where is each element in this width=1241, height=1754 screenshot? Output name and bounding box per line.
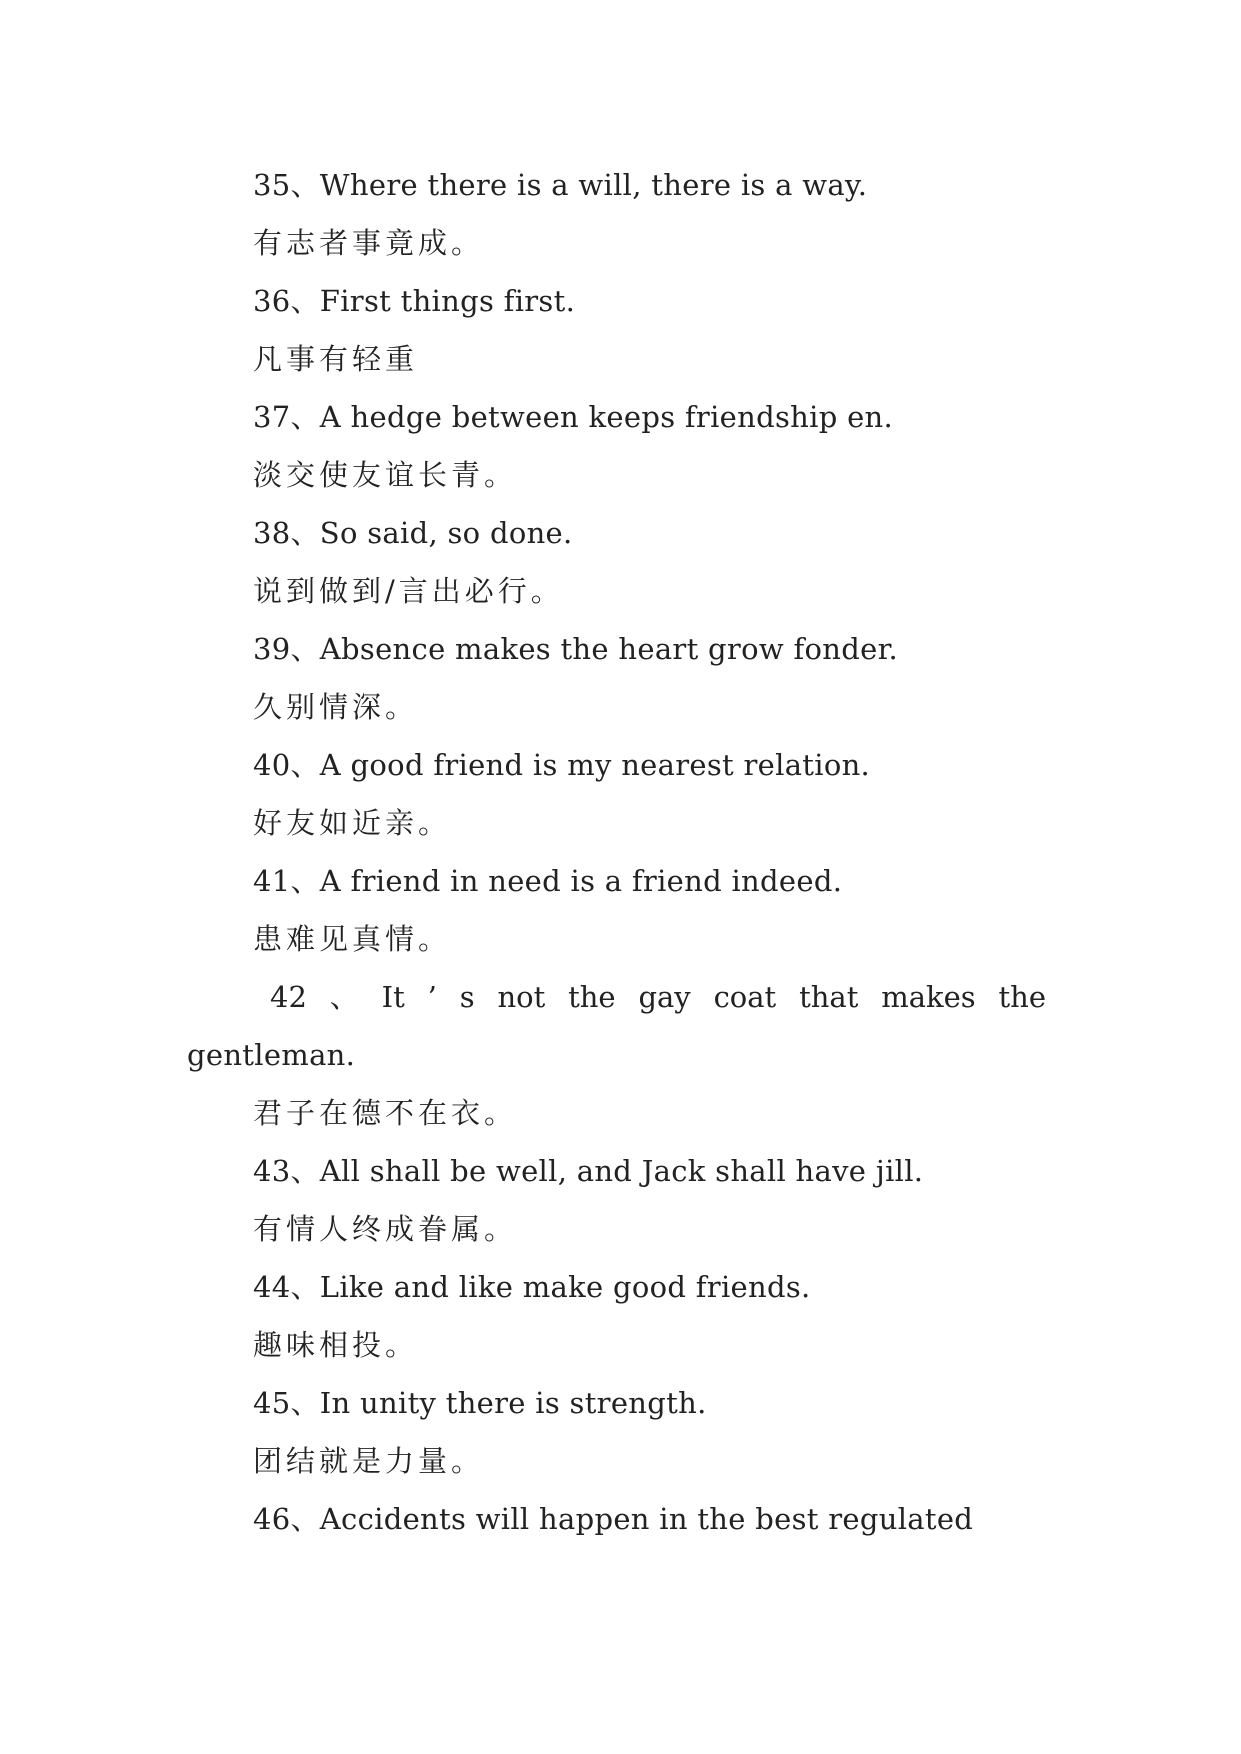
proverb-39-english: 39、Absence makes the heart grow fonder.: [253, 632, 899, 666]
proverb-44-english: 44、Like and like make good friends.: [253, 1270, 811, 1304]
word: the: [998, 980, 1046, 1014]
proverb-41-chinese: 患难见真情。: [253, 922, 452, 956]
word: makes: [881, 980, 976, 1014]
word: s: [459, 980, 475, 1014]
proverb-38-english: 38、So said, so done.: [253, 516, 573, 550]
proverb-43-chinese: 有情人终成眷属。: [253, 1212, 518, 1246]
proverb-42-chinese: 君子在德不在衣。: [253, 1096, 518, 1130]
proverb-38-chinese: 说到做到/言出必行。: [253, 574, 564, 608]
word: It: [381, 980, 405, 1014]
proverb-40-english: 40、A good friend is my nearest relation.: [253, 748, 871, 782]
proverb-42-english: [270, 977, 1046, 1017]
proverb-35-chinese: 有志者事竟成。: [253, 226, 485, 260]
proverb-36-chinese: 凡事有轻重: [253, 342, 419, 376]
proverb-35-english: 35、Where there is a will, there is a way.: [253, 168, 868, 202]
word: that: [799, 980, 859, 1014]
word: coat: [713, 980, 777, 1014]
proverb-45-english: 45、In unity there is strength.: [253, 1386, 707, 1420]
proverb-37-english: 37、A hedge between keeps friendship en.: [253, 400, 894, 434]
word: gay: [638, 980, 691, 1014]
proverb-39-chinese: 久别情深。: [253, 690, 419, 724]
word: 42: [270, 980, 307, 1014]
proverb-42-english-continued: gentleman.: [187, 1038, 356, 1072]
word: not: [497, 980, 546, 1014]
proverb-46-english: 46、Accidents will happen in the best regulated: [253, 1502, 974, 1536]
proverb-44-chinese: 趣味相投。: [253, 1328, 419, 1362]
proverb-40-chinese: 好友如近亲。: [253, 806, 452, 840]
word: ’: [427, 980, 437, 1014]
word: the: [568, 980, 616, 1014]
proverb-37-chinese: 淡交使友谊长青。: [253, 458, 518, 492]
proverb-43-english: 43、All shall be well, and Jack shall have jill.: [253, 1154, 924, 1188]
word: 、: [329, 980, 359, 1014]
proverb-45-chinese: 团结就是力量。: [253, 1444, 485, 1478]
proverb-41-english: 41、A friend in need is a friend indeed.: [253, 864, 843, 898]
proverb-36-english: 36、First things first.: [253, 284, 576, 318]
